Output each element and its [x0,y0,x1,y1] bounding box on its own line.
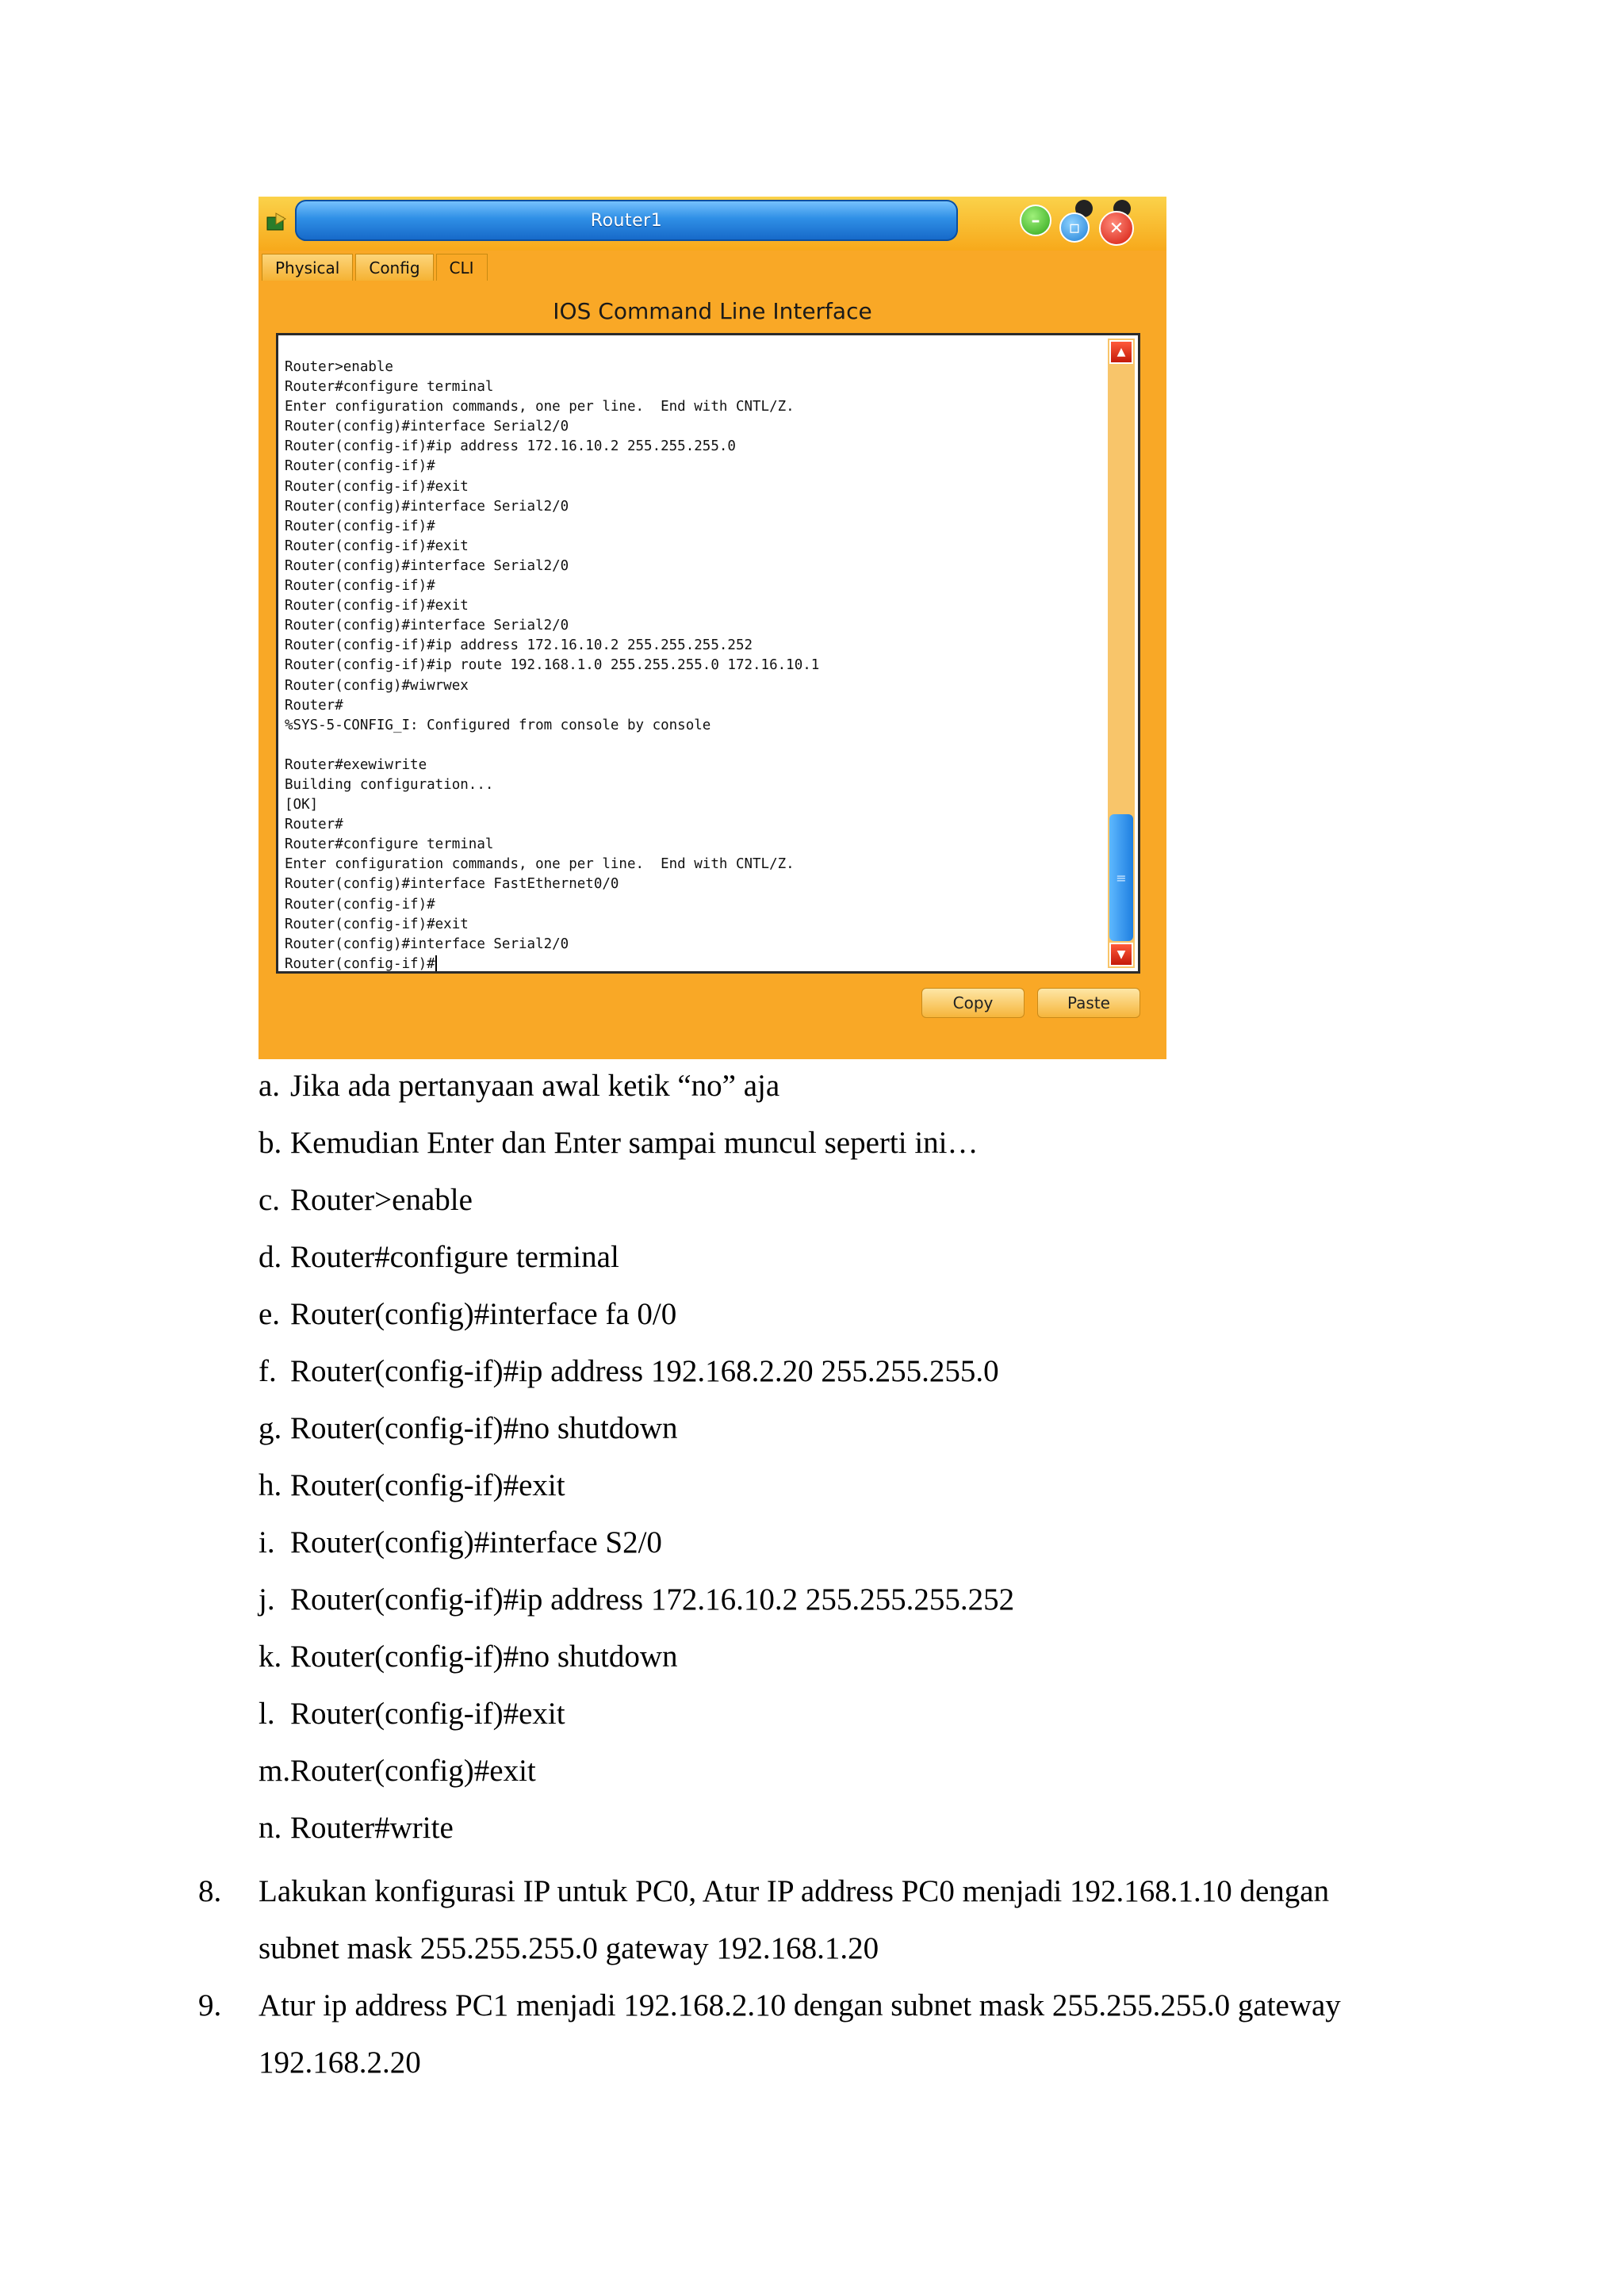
step-item [259,1752,536,1790]
step-text: Router(config-if)#ip address 172.16.10.2 255.255.255.252 [290,1582,1015,1617]
router-app-icon [265,211,289,235]
item-text-line: 192.168.2.20 [259,2045,421,2080]
step-item [259,1524,662,1562]
step-letter: l. [259,1697,275,1731]
maximize-icon[interactable]: ▫ [1059,212,1090,243]
step-text: Router#write [290,1811,454,1845]
step-letter: a. [259,1069,281,1103]
terminal-line [285,736,1100,756]
terminal-line: Router(config)#interface Serial2/0 [285,498,569,515]
terminal-line: Router(config)#wiwrwex [285,677,469,694]
minimize-icon[interactable]: – [1020,205,1051,236]
terminal-line: [OK] [285,797,319,813]
terminal-line: Router(config-if)#exit [285,478,469,495]
title-bar[interactable] [259,197,1166,251]
scroll-up-arrow-icon[interactable]: ▲ [1109,340,1133,364]
terminal-line: Router(config-if)# [285,955,435,972]
step-item [259,1410,678,1448]
step-text: Kemudian Enter dan Enter sampai muncul seperti ini… [290,1126,979,1160]
step-letter: k. [259,1640,282,1674]
terminal-line: Router(config-if)# [285,518,435,534]
terminal-output [285,358,1100,974]
scrollbar-thumb[interactable]: ≡ [1109,814,1133,941]
item-number: 8. [198,1874,222,1908]
numbered-item-9 [198,1977,1445,2091]
step-text: Router(config-if)#exit [290,1697,565,1731]
step-text: Router>enable [290,1183,473,1217]
terminal-line: Router(config)#interface Serial2/0 [285,419,569,435]
step-text: Router(config-if)#no shutdown [290,1411,678,1445]
item-number: 9. [198,1988,222,2022]
step-item [259,1809,454,1847]
terminal-line: Router#configure terminal [285,379,494,396]
window-title: Router1 [590,211,663,231]
terminal-line: Router(config-if)# [285,458,435,475]
step-item [259,1067,779,1105]
terminal-line: Router(config-if)#exit [285,598,469,614]
title-pill [295,200,958,241]
scroll-down-arrow-icon[interactable]: ▼ [1109,943,1133,966]
terminal-line: Router(config-if)#ip route 192.168.1.0 255.255.255.0 172.16.10.1 [285,657,820,674]
terminal-line: Router(config)#interface FastEthernet0/0 [285,876,619,893]
step-letter: i. [259,1525,275,1559]
terminal-line: Router(config)#interface Serial2/0 [285,618,569,634]
terminal-scrollbar[interactable] [1108,339,1135,968]
step-letter: g. [259,1411,282,1445]
tab-physical[interactable]: Physical [262,254,353,281]
step-item [259,1467,565,1505]
tab-bar [262,254,490,281]
numbered-item-8 [198,1863,1445,1977]
terminal-line: Router(config-if)#exit [285,538,469,554]
router-window [259,197,1166,1059]
step-letter: n. [259,1811,282,1845]
terminal-line: Enter configuration commands, one per line. End with CNTL/Z. [285,399,795,415]
step-letter: d. [259,1240,282,1274]
terminal-line: Router(config-if)#exit [285,916,469,932]
terminal-line: Router>enable [285,359,393,375]
terminal-line: %SYS-5-CONFIG_I: Configured from console by console [285,717,711,733]
step-letter: b. [259,1126,282,1160]
step-item [259,1181,473,1219]
step-letter: m. [259,1754,291,1788]
close-icon[interactable]: ✕ [1099,211,1134,246]
cli-terminal[interactable] [276,333,1140,974]
step-text: Router(config-if)#exit [290,1468,565,1502]
terminal-line: Building configuration... [285,776,494,793]
step-text: Router(config-if)#no shutdown [290,1640,678,1674]
terminal-line: Router# [285,697,343,714]
terminal-line: Router# [285,817,343,833]
tab-config[interactable]: Config [355,254,433,281]
tab-cli[interactable]: CLI [436,254,488,281]
terminal-line: Router#exewiwrite [285,756,427,773]
step-letter: c. [259,1183,281,1217]
step-text: Router(config)#exit [290,1754,536,1788]
step-text: Router#configure terminal [290,1240,619,1274]
step-item [259,1581,1014,1619]
panel-title: IOS Command Line Interface [553,298,872,324]
step-item [259,1295,676,1334]
step-item [259,1638,678,1676]
terminal-line: Router(config-if)#ip address 172.16.10.2 255.255.255.0 [285,438,736,455]
step-letter: h. [259,1468,282,1502]
terminal-line: Router(config-if)# [285,896,435,913]
terminal-line: Router(config-if)# [285,578,435,595]
copy-button[interactable]: Copy [921,988,1025,1018]
step-item [259,1124,979,1162]
terminal-line: Router#configure terminal [285,836,494,853]
step-item [259,1238,619,1276]
item-text-line: subnet mask 255.255.255.0 gateway 192.168.1.20 [259,1931,879,1965]
paste-button[interactable]: Paste [1037,988,1140,1018]
step-item [259,1353,999,1391]
step-letter: e. [259,1297,281,1331]
step-text: Router(config)#interface fa 0/0 [290,1297,677,1331]
item-text-line: Lakukan konfigurasi IP untuk PC0, Atur IP address PC0 menjadi 192.168.1.10 dengan [259,1874,1330,1908]
terminal-line: Router(config)#interface Serial2/0 [285,557,569,574]
item-text-line: Atur ip address PC1 menjadi 192.168.2.10 dengan subnet mask 255.255.255.0 gateway [259,1988,1341,2022]
text-cursor [435,955,437,971]
terminal-line: Router(config)#interface Serial2/0 [285,936,569,952]
step-text: Router(config)#interface S2/0 [290,1525,662,1559]
step-text: Router(config-if)#ip address 192.168.2.20 255.255.255.0 [290,1354,999,1388]
terminal-line: Enter configuration commands, one per line. End with CNTL/Z. [285,856,795,873]
step-letter: f. [259,1354,277,1388]
step-text: Jika ada pertanyaan awal ketik “no” aja [290,1069,780,1103]
step-letter: j. [259,1582,275,1617]
terminal-line: Router(config-if)#ip address 172.16.10.2 255.255.255.252 [285,637,753,654]
step-item [259,1695,565,1733]
